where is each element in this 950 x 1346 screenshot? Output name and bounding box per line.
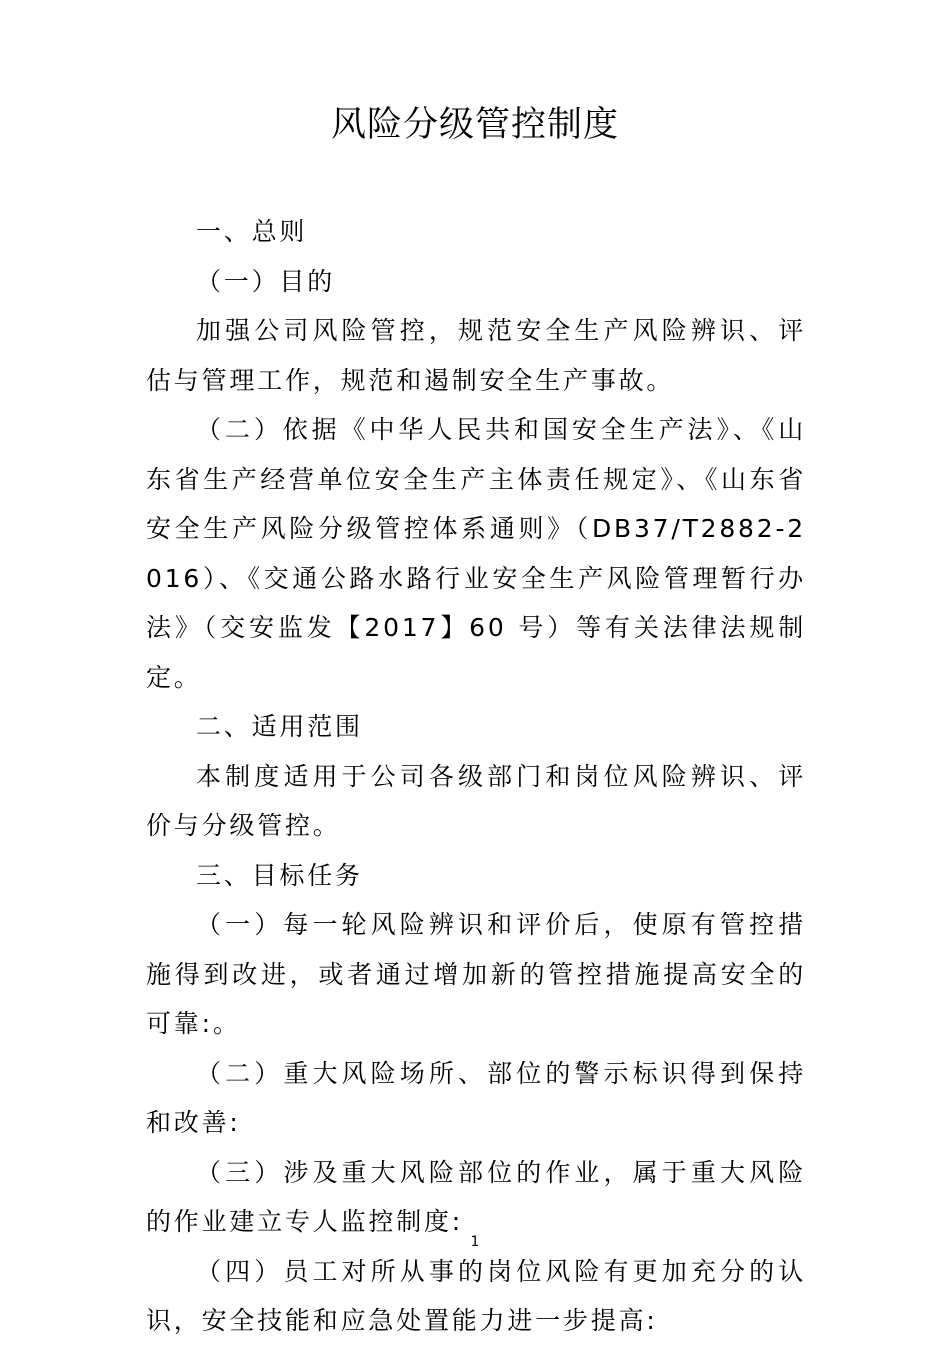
section-heading-scope: 二、适用范围 <box>196 712 363 741</box>
paragraph-goal-4: （四）员工对所从事的岗位风险有更加充分的认识，安全技能和应急处置能力进一步提高: <box>146 1256 806 1335</box>
paragraph-goal-3: （三）涉及重大风险部位的作业，属于重大风险的作业建立专人监控制度: <box>146 1157 806 1236</box>
paragraph-goal-2: （二）重大风险场所、部位的警示标识得到保持和改善: <box>146 1058 806 1137</box>
paragraph-scope: 本制度适用于公司各级部门和岗位风险辨识、评价与分级管控。 <box>146 761 806 840</box>
paragraph-goal-1: （一）每一轮风险辨识和评价后，使原有管控措施得到改进，或者通过增加新的管控措施提高安全的可靠:。 <box>146 910 806 1038</box>
section-heading-goals: 三、目标任务 <box>196 860 363 890</box>
paragraph-purpose: 加强公司风险管控，规范安全生产风险辨识、评估与管理工作，规范和遏制安全生产事故。 <box>146 316 806 395</box>
section-heading-general: 一、总则 <box>196 217 308 246</box>
subsection-heading-purpose: （一）目的 <box>196 266 336 296</box>
page-number: 1 <box>470 1234 480 1250</box>
paragraph-basis: （二）依据《中华人民共和国安全生产法》、《山东省生产经营单位安全生产主体责任规定》、《山东省安全生产风险分级管控体系通则》（DB37/T2882-2016）、《交通公路水路行业安全生产风险管理暂行办法》（交安监发【2017】60 号）等有关法律法规制定。 <box>146 415 806 692</box>
document-title: 风险分级管控制度 <box>330 105 619 145</box>
document-body <box>146 207 806 1346</box>
